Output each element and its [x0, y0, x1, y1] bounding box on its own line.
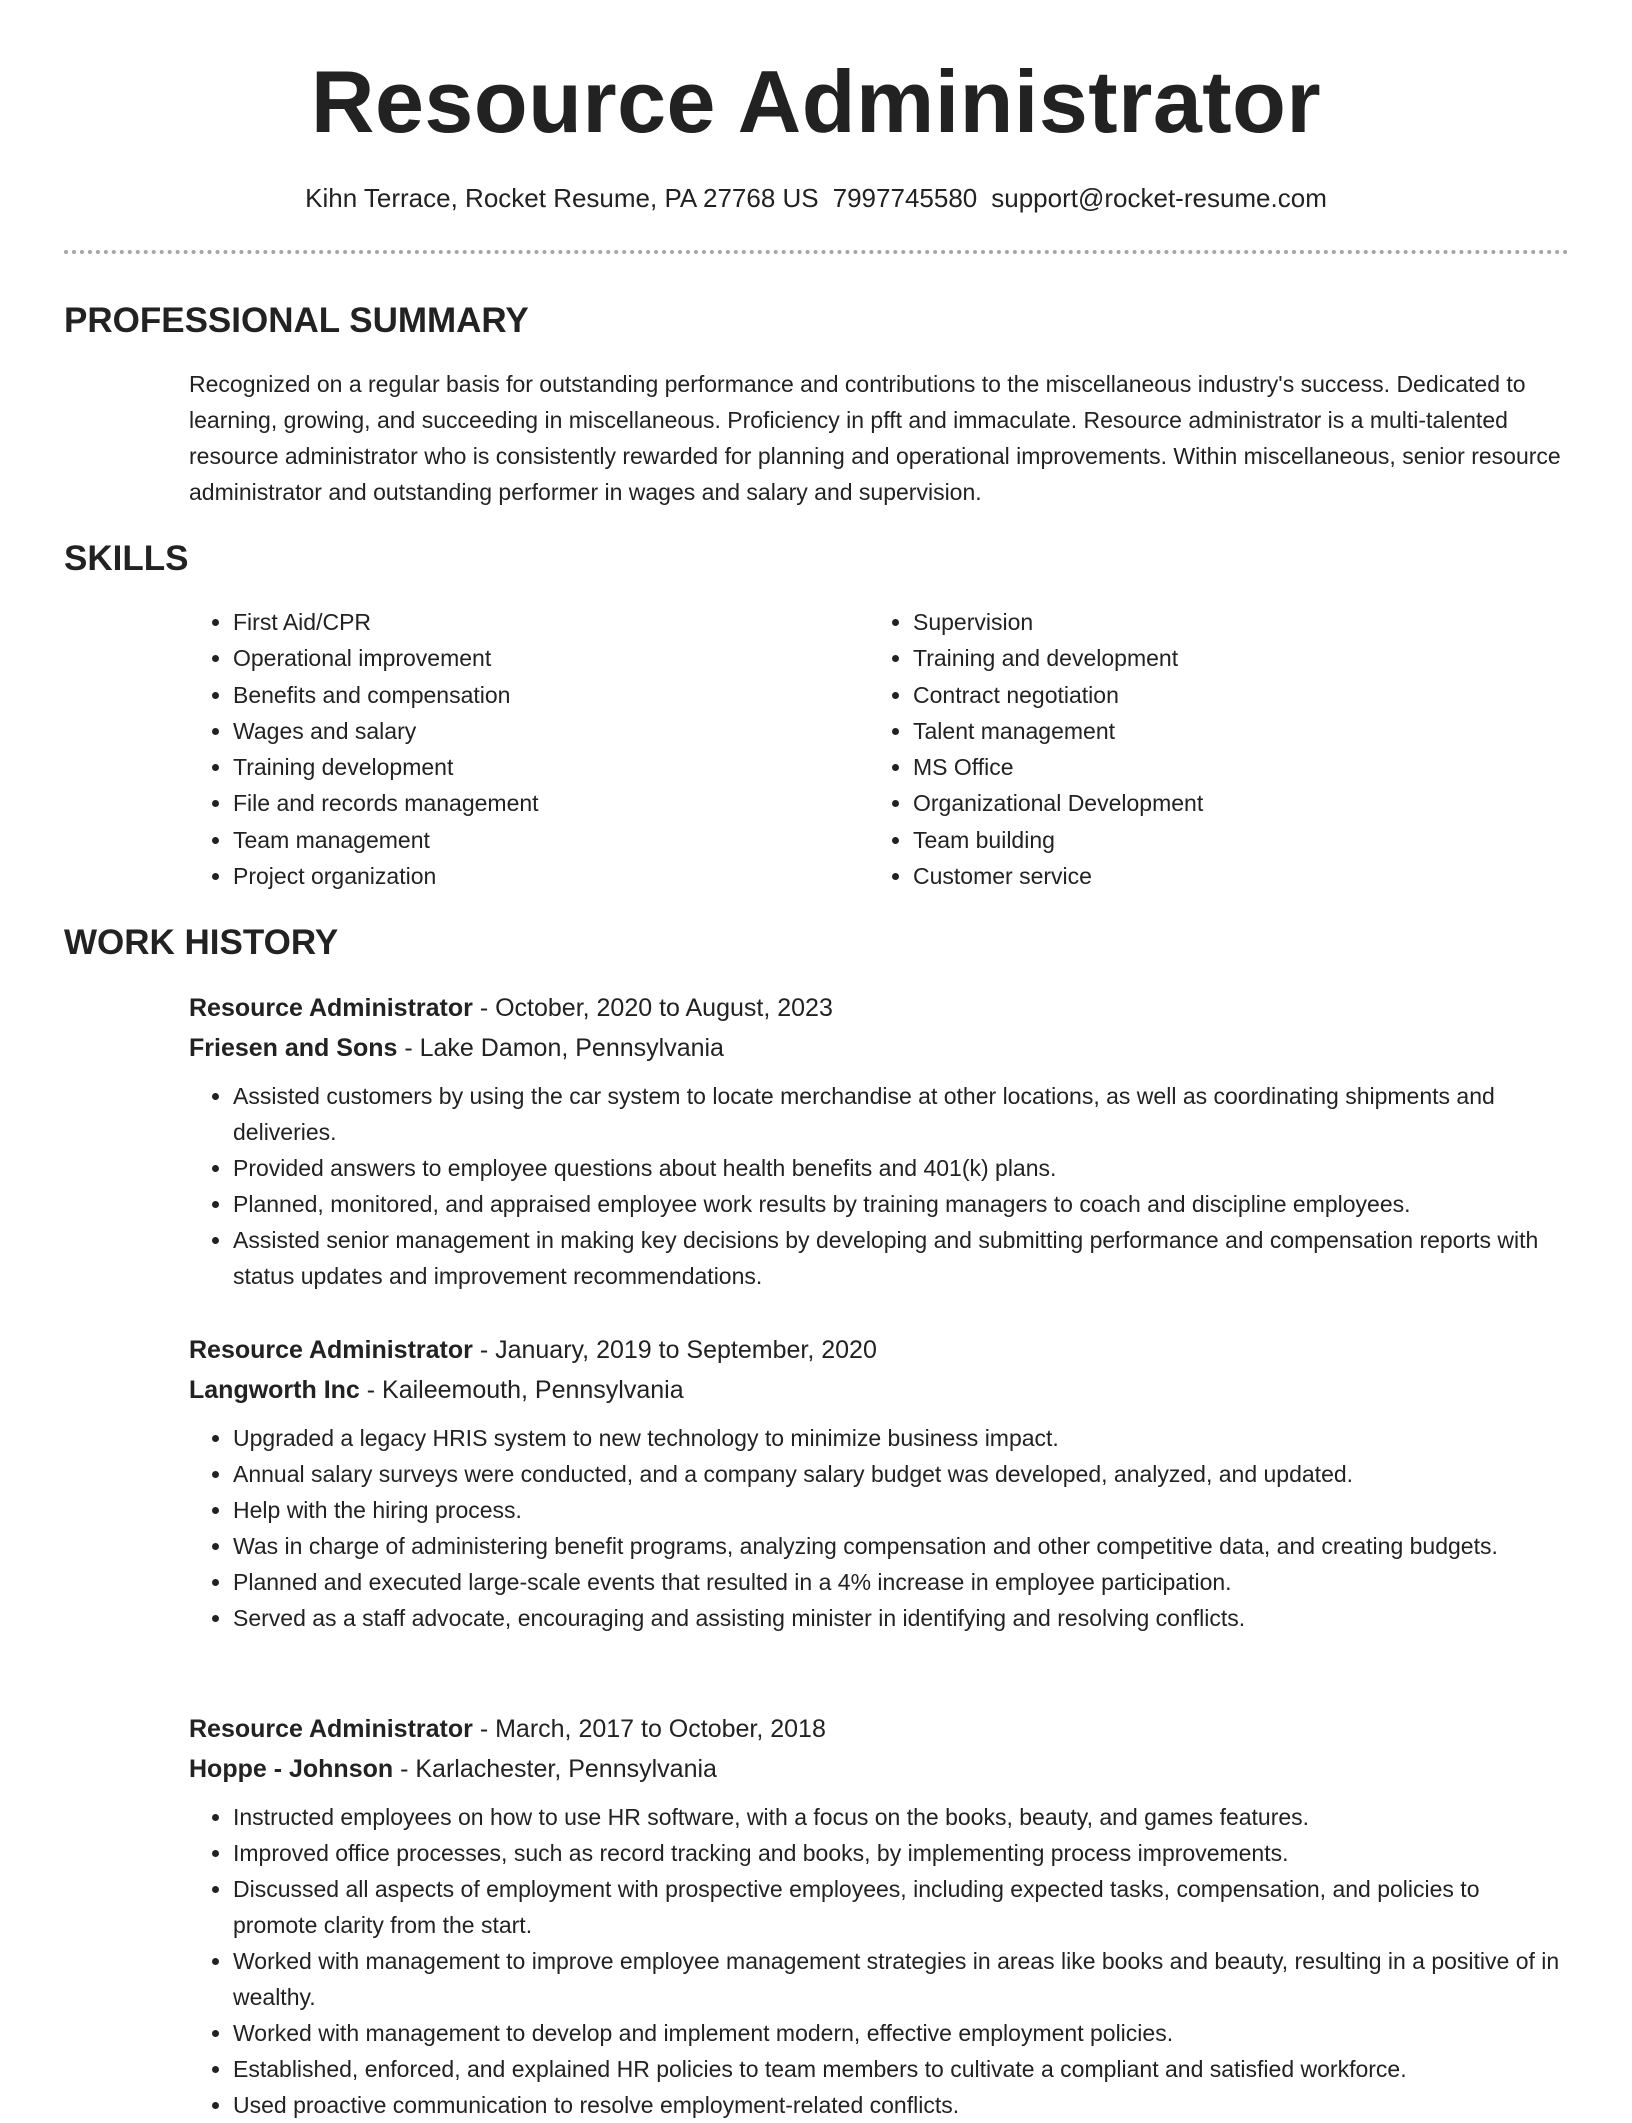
job-role: Resource Administrator — [189, 994, 473, 1022]
job-company: Friesen and Sons — [189, 1034, 398, 1062]
job-bullet: • Used proactive communication to resolve employment-related conflicts. — [233, 2087, 1569, 2123]
job-company: Langworth Inc — [189, 1376, 360, 1404]
job-bullet: • Instructed employees on how to use HR software, with a focus on the books, beauty, and games features. — [233, 1799, 1569, 1835]
job-dates: - January, 2019 to September, 2020 — [472, 1336, 877, 1364]
job-bullet: • Worked with management to improve employee management strategies in areas like books and beauty, resulting in a positive of in wealthy. — [233, 1943, 1569, 2015]
skills-list-left — [189, 604, 829, 894]
skill-item: • Team management — [233, 822, 829, 858]
job-bullet: • Planned and executed large-scale events that resulted in a 4% increase in employee participation. — [233, 1564, 1569, 1600]
contact-address: Kihn Terrace, Rocket Resume, PA 27768 US — [305, 183, 819, 213]
contact-info — [0, 181, 1632, 215]
skill-item: • File and records management — [233, 785, 829, 821]
contact-email: support@rocket-resume.com — [991, 183, 1327, 213]
job-bullet: • Upgraded a legacy HRIS system to new technology to minimize business impact. — [233, 1420, 1569, 1456]
job-location: - Karlachester, Pennsylvania — [393, 1755, 717, 1783]
job-role: Resource Administrator — [189, 1715, 473, 1743]
skills-column-right — [869, 604, 1509, 894]
job-bullet: • Provided answers to employee questions about health benefits and 401(k) plans. — [233, 1150, 1569, 1186]
job-title-line — [189, 1709, 1569, 1749]
job-company: Hoppe - Johnson — [189, 1755, 394, 1783]
job-title-line — [189, 1330, 1569, 1370]
job-bullet: • Served as a staff advocate, encouraging and assisting minister in identifying and resolving conflicts. — [233, 1600, 1569, 1636]
skill-item: • Training and development — [913, 640, 1509, 676]
job-bullets — [189, 1799, 1569, 2123]
job-bullet: • Assisted customers by using the car system to locate merchandise at other locations, as well as coordinating shipments and deliveries. — [233, 1078, 1569, 1150]
skill-item: • MS Office — [913, 749, 1509, 785]
skill-item: • Benefits and compensation — [233, 677, 829, 713]
skills-list-right — [869, 604, 1509, 894]
job-bullet: • Annual salary surveys were conducted, and a company salary budget was developed, analyzed, and updated. — [233, 1456, 1569, 1492]
job-role: Resource Administrator — [189, 1336, 473, 1364]
job-entry — [189, 1709, 1569, 2123]
job-bullet: • Worked with management to develop and implement modern, effective employment policies. — [233, 2015, 1569, 2051]
skills-column-left — [189, 604, 829, 894]
skill-item: • Training development — [233, 749, 829, 785]
skill-item: • Operational improvement — [233, 640, 829, 676]
job-entry — [189, 1330, 1569, 1636]
header-divider — [64, 250, 1569, 254]
skill-item: • Customer service — [913, 858, 1509, 894]
skill-item: • Talent management — [913, 713, 1509, 749]
job-bullet: • Established, enforced, and explained HR policies to team members to cultivate a compliant and satisfied workforce. — [233, 2051, 1569, 2087]
job-company-line — [189, 1370, 1569, 1410]
job-location: - Kaileemouth, Pennsylvania — [359, 1376, 684, 1404]
job-dates: - March, 2017 to October, 2018 — [472, 1715, 826, 1743]
work-history-section-title: WORK HISTORY — [64, 923, 339, 962]
resume-name-heading: Resource Administrator — [310, 52, 1322, 151]
job-bullet: • Discussed all aspects of employment with prospective employees, including expected tasks, compensation, and policies to promote clarity from the start. — [233, 1871, 1569, 1943]
job-bullet: • Assisted senior management in making key decisions by developing and submitting performance and compensation reports with status updates and improvement recommendations. — [233, 1222, 1569, 1294]
skill-item: • Wages and salary — [233, 713, 829, 749]
summary-section-title: PROFESSIONAL SUMMARY — [64, 301, 529, 340]
job-entry — [189, 988, 1569, 1294]
job-dates: - October, 2020 to August, 2023 — [472, 994, 833, 1022]
job-bullets — [189, 1078, 1569, 1294]
job-company-line — [189, 1749, 1569, 1789]
job-bullets — [189, 1420, 1569, 1636]
skill-item: • Supervision — [913, 604, 1509, 640]
skill-item: • Project organization — [233, 858, 829, 894]
contact-phone: 7997745580 — [832, 183, 978, 213]
job-bullet: • Was in charge of administering benefit programs, analyzing compensation and other competitive data, and creating budgets. — [233, 1528, 1569, 1564]
job-title-line — [189, 988, 1569, 1028]
summary-text: Recognized on a regular basis for outstanding performance and contributions to the miscellaneous industry's success. Dedicated to learning, growing, and succeeding in miscellaneous. Proficiency in pfft and immaculate. Resource administrator is a multi-talented resource administrator who is consistently rewarded for planning and operational improvements. Within miscellaneous, senior resource administrator and outstanding performer in wages and salary and supervision. — [189, 371, 1561, 505]
job-bullet: • Improved office processes, such as record tracking and books, by implementing process improvements. — [233, 1835, 1569, 1871]
job-bullet: • Planned, monitored, and appraised employee work results by training managers to coach and discipline employees. — [233, 1186, 1569, 1222]
skill-item: • Contract negotiation — [913, 677, 1509, 713]
skills-section-title: SKILLS — [64, 539, 189, 578]
skill-item: • First Aid/CPR — [233, 604, 829, 640]
skill-item: • Organizational Development — [913, 785, 1509, 821]
job-bullet: • Help with the hiring process. — [233, 1492, 1569, 1528]
skill-item: • Team building — [913, 822, 1509, 858]
job-company-line — [189, 1028, 1569, 1068]
job-location: - Lake Damon, Pennsylvania — [397, 1034, 724, 1062]
